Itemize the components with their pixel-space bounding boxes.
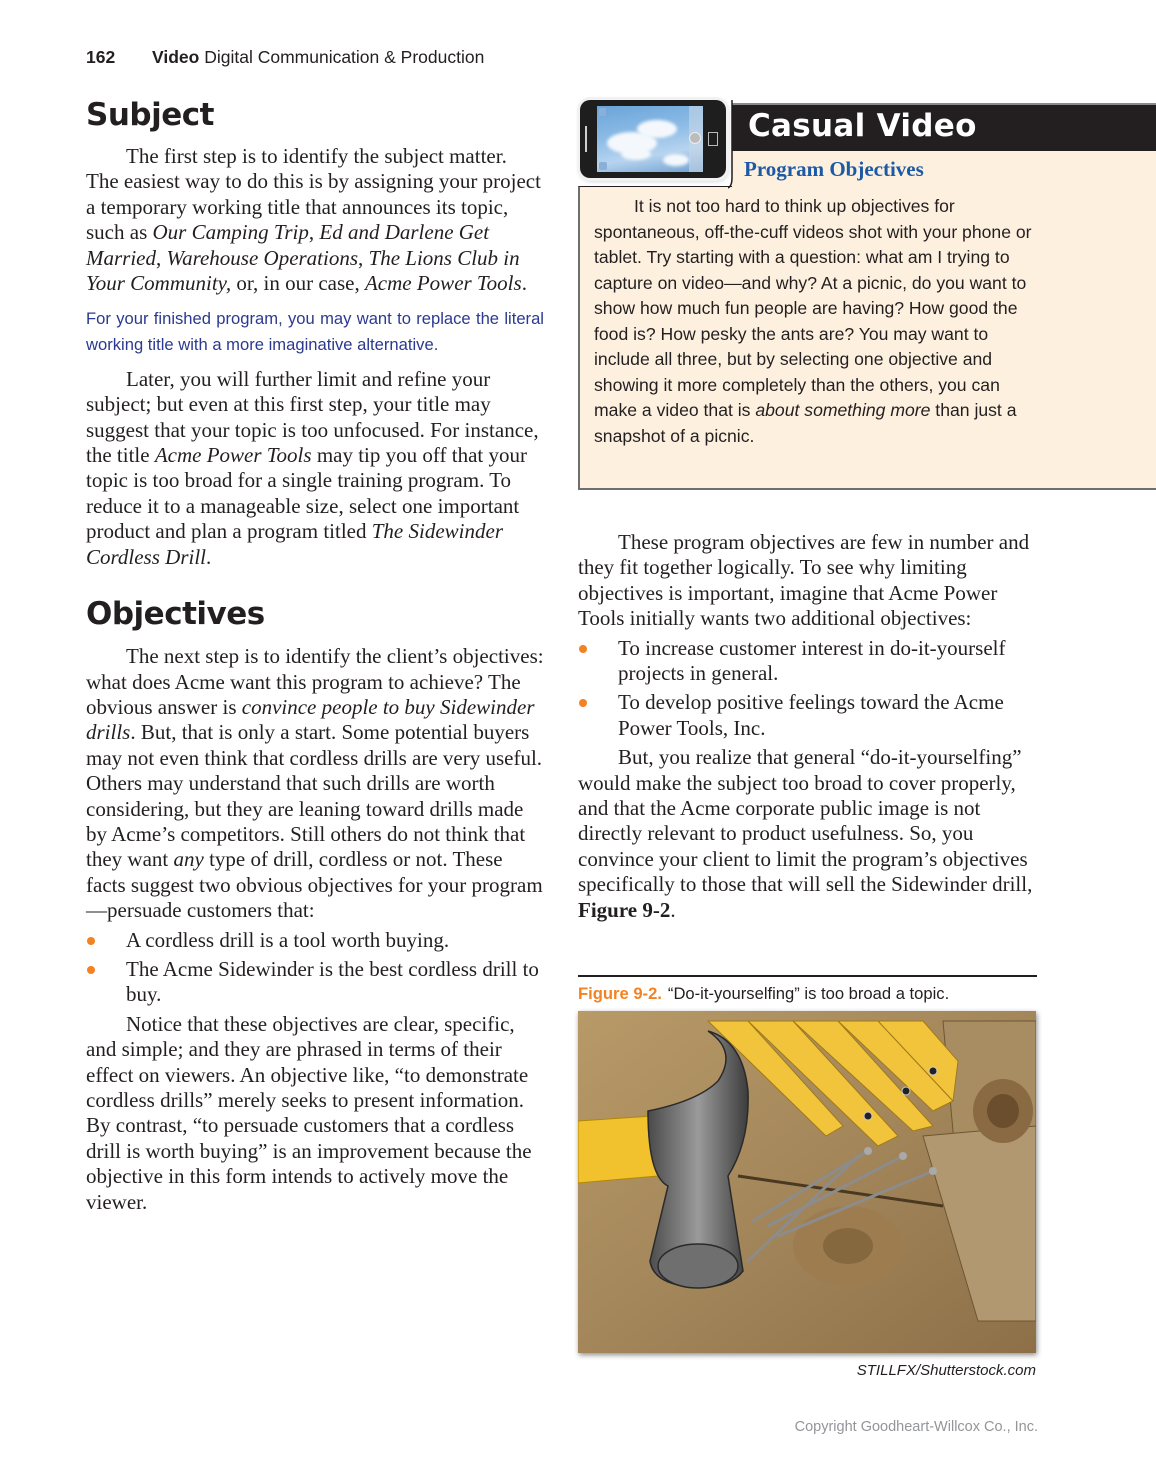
phone-screen-sky <box>597 106 703 172</box>
bullet-item: A cordless drill is a tool worth buying. <box>86 928 544 953</box>
bullet-item: To develop positive feelings toward the Acme Power Tools, Inc. <box>578 690 1040 741</box>
right-paragraph-1: These program objectives are few in number and they fit together logically. To see why limiting objectives is important, imagine that Acme Power Tools initially wants two additional objectives: <box>578 530 1030 631</box>
running-head <box>86 47 484 68</box>
tools-photo <box>578 1011 1036 1353</box>
objectives-paragraph-2: Notice that these objectives are clear, specific, and simple; and they are phrased in terms of their effect on viewers. An objective like, “to demonstrate cordless drills” merely seeks to present information. By contrast, “to persuade customers that a cordless drill is worth buying” is an improvement because the objective in this form intends to actively move the viewer. <box>86 1011 532 1214</box>
smartphone-camera-icon <box>580 100 726 178</box>
additional-objectives-list <box>578 636 1040 742</box>
figure-label: Figure 9-2. <box>578 984 662 1003</box>
feature-box-subtitle: Program Objectives <box>744 157 924 181</box>
bullet-dot-icon <box>87 966 95 974</box>
bullet-item: The Acme Sidewinder is the best cordless drill to buy. <box>86 957 544 1008</box>
photo-credit: STILLFX/Shutterstock.com <box>856 1362 1036 1379</box>
bullet-dot-icon <box>579 645 587 653</box>
margin-note: For your finished program, you may want to replace the literal working title with a more imaginative alternative. <box>86 309 544 354</box>
bullet-dot-icon <box>87 937 95 945</box>
feature-box-header <box>732 103 1156 151</box>
objectives-heading: Objectives <box>86 596 265 633</box>
subject-paragraph-2: Later, you will further limit and refine your subject; but even at this first step, your title may suggest that your topic is too unfocused. For instance, the title Acme Power Tools may tip you off that your topic is too broad for a single training program. To reduce it to a manageable size, select one important product and plan a program titled The Sidewinder Cordless Drill. <box>86 366 539 569</box>
objectives-paragraph-1: The next step is to identify the client’s objectives: what does Acme want this program to achieve? The obvious answer is convince people to buy Sidewinder drills. But, that is only a start. Some potential buyers may not even think that cordless drills are very useful. Others may understand that such drills are worth considering, but they are leaning toward drills made by Acme’s competitors. Still others do not think that they want any type of drill, cordless or not. These facts suggest two obvious objectives for your program—persuade customers that: <box>86 644 544 923</box>
subject-heading: Subject <box>86 97 214 133</box>
right-column <box>578 530 1040 923</box>
bullet-item: To increase customer interest in do-it-yourself projects in general. <box>578 636 1040 687</box>
objectives-bullet-list <box>86 928 544 1008</box>
page-number: 162 <box>86 47 116 67</box>
figure-rule <box>578 975 1037 977</box>
figure-photo-tools <box>578 1011 1036 1353</box>
subject-paragraph-1: The first step is to identify the subject matter. The easiest way to do this is by assigning your project a temporary working title that announces its topic, such as Our Camping Trip, Ed and Darlene Get Married, Warehouse Operations, The Lions Club in Your Community, or, in our case, Acme Power Tools. <box>86 144 541 296</box>
copyright-footer: Copyright Goodheart-Willcox Co., Inc. <box>794 1419 1038 1435</box>
bullet-dot-icon <box>579 699 587 707</box>
right-paragraph-2: But, you realize that general “do-it-yourselfing” would make the subject too broad to cover properly, and that the Acme corporate public image is not directly relevant to product usefulness. So, you convince your client to limit the program’s objectives specifically to those that will sell the Sidewinder drill, Figure 9-2. <box>578 745 1033 922</box>
feature-box-text: It is not too hard to think up objectives for spontaneous, off-the-cuff videos shot with your phone or tablet. Try starting with a question: what am I trying to capture on video—and why? At a picnic, do you want to show how much fun people are having? How good the food is? How pesky the ants are? You may want to include all three, but by selecting one objective and showing it more completely than the others, you can make a video that is about something more than just a snapshot of a picnic. <box>594 196 1032 446</box>
feature-box-title: Casual Video <box>748 108 977 144</box>
feature-box-divider <box>728 100 736 190</box>
book-title-rest: Digital Communication & Production <box>199 47 485 67</box>
figure-caption-text: “Do-it-yourselfing” is too broad a topic. <box>667 984 950 1003</box>
book-title-bold: Video <box>152 47 200 67</box>
left-column <box>86 95 544 1215</box>
figure-caption <box>578 984 949 1004</box>
